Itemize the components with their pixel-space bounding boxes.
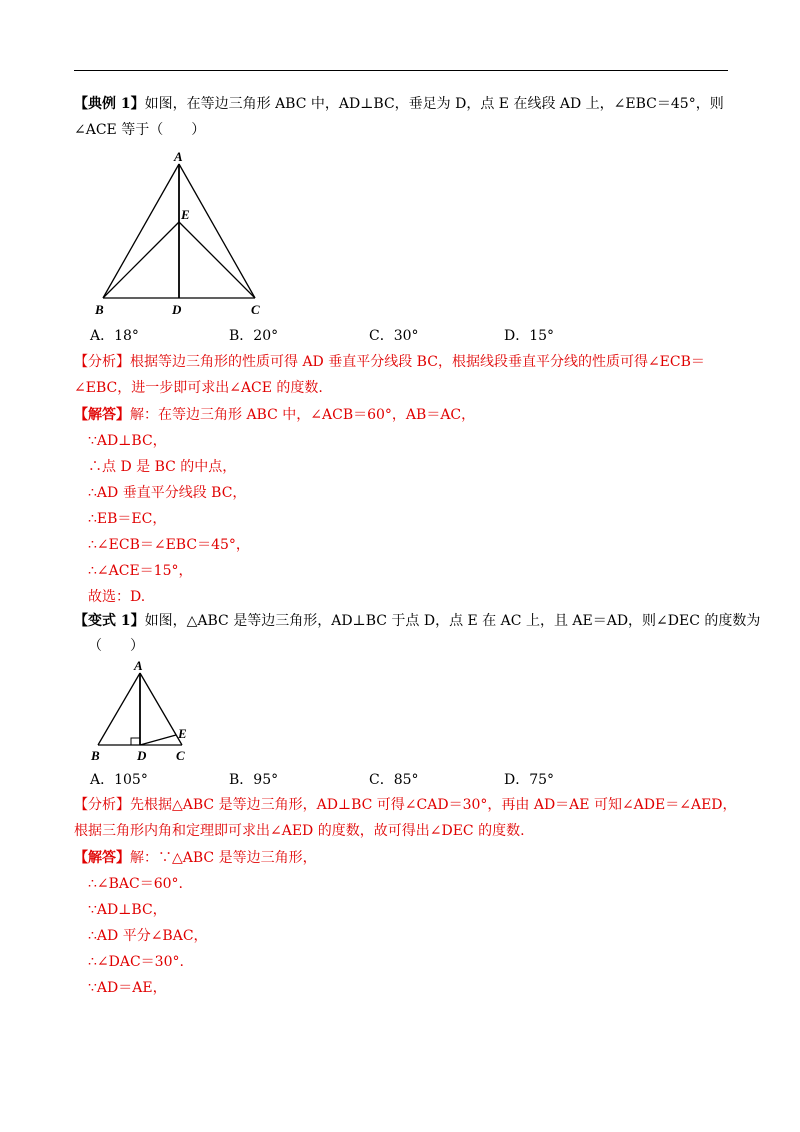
ex1-stem-line2: ∠ACE 等于（ ） xyxy=(74,122,206,138)
var1-label-d: D xyxy=(137,748,147,763)
var1-analysis-line2: 根据三角形内角和定理即可求出∠AED 的度数，故可得出∠DEC 的度数. xyxy=(74,823,525,839)
ex1-step-2: ∴点 D 是 BC 的中点， xyxy=(88,459,237,475)
ex1-label-c: C xyxy=(251,302,260,317)
ex1-option-a: A．18° xyxy=(90,328,139,344)
var1-step-5: ∵AD＝AE， xyxy=(88,980,167,996)
var1-segment-de xyxy=(140,735,176,745)
ex1-step-6: ∴∠ACE＝15°， xyxy=(88,563,193,579)
ex1-step-4: ∴EB＝EC， xyxy=(88,511,167,527)
ex1-analysis-text: 根据等边三角形的性质可得 AD 垂直平分线段 BC，根据线段垂直平分线的性质可得∠ECB＝ xyxy=(130,354,705,370)
var1-label-e: E xyxy=(178,726,187,741)
ex1-analysis-line2: ∠EBC，进一步即可求出∠ACE 的度数. xyxy=(74,380,323,396)
var1-option-b: B．95° xyxy=(229,772,279,788)
var1-solution-text: 解：∵△ABC 是等边三角形， xyxy=(130,850,317,866)
var1-step-4: ∴∠DAC＝30°. xyxy=(88,954,184,970)
var1-label-a: A xyxy=(134,658,143,673)
ex1-option-b: B．20° xyxy=(229,328,279,344)
var1-stem-line2: （ ） xyxy=(88,638,144,654)
ex1-step-1: ∵AD⊥BC， xyxy=(88,433,167,449)
var1-analysis-label: 【分析】 xyxy=(74,797,130,813)
var1-side-ac xyxy=(140,673,182,745)
ex1-step-7: 故选：D. xyxy=(88,589,146,605)
var1-side-ab xyxy=(98,673,140,745)
ex1-option-d: D．15° xyxy=(504,328,555,344)
var1-analysis-text: 先根据△ABC 是等边三角形，AD⊥BC 可得∠CAD＝30°，再由 AD＝AE 可知∠ADE＝∠AED， xyxy=(130,797,737,813)
ex1-step-5: ∴∠ECB＝∠EBC＝45°， xyxy=(88,537,250,553)
var1-stem-text: 如图，△ABC 是等边三角形，AD⊥BC 于点 D，点 E 在 AC 上，且 AE＝AD，则∠DEC 的度数为 xyxy=(144,613,761,629)
var1-right-angle-mark xyxy=(131,738,140,745)
ex1-solution-label: 【解答】 xyxy=(74,407,130,423)
ex1-label: 【典例 1】 xyxy=(74,96,145,112)
var1-label-c: C xyxy=(176,748,185,763)
var1-step-1: ∴∠BAC＝60°. xyxy=(88,876,184,892)
var1-solution-label: 【解答】 xyxy=(74,850,130,866)
var1-step-3: ∴AD 平分∠BAC， xyxy=(88,928,208,944)
var1-label-b: B xyxy=(91,748,100,763)
var1-option-c: C．85° xyxy=(369,772,419,788)
ex1-stem-text: 如图，在等边三角形 ABC 中，AD⊥BC，垂足为 D，点 E 在线段 AD 上，∠EBC＝45°，则 xyxy=(144,96,724,112)
var1-label: 【变式 1】 xyxy=(74,613,145,629)
ex1-label-b: B xyxy=(95,302,104,317)
ex1-solution-text: 解：在等边三角形 ABC 中，∠ACB＝60°，AB＝AC， xyxy=(130,407,476,423)
ex1-analysis-label: 【分析】 xyxy=(74,354,130,370)
var1-option-a: A．105° xyxy=(90,772,148,788)
ex1-label-d: D xyxy=(172,302,182,317)
var1-option-d: D．75° xyxy=(504,772,555,788)
ex1-step-3: ∴AD 垂直平分线段 BC， xyxy=(88,485,247,501)
ex1-option-c: C．30° xyxy=(369,328,419,344)
ex1-label-e: E xyxy=(181,207,190,222)
var1-solution-line1 xyxy=(74,848,317,868)
var1-step-2: ∵AD⊥BC， xyxy=(88,902,167,918)
ex1-label-a: A xyxy=(174,149,183,164)
var1-analysis-line1 xyxy=(74,795,737,815)
